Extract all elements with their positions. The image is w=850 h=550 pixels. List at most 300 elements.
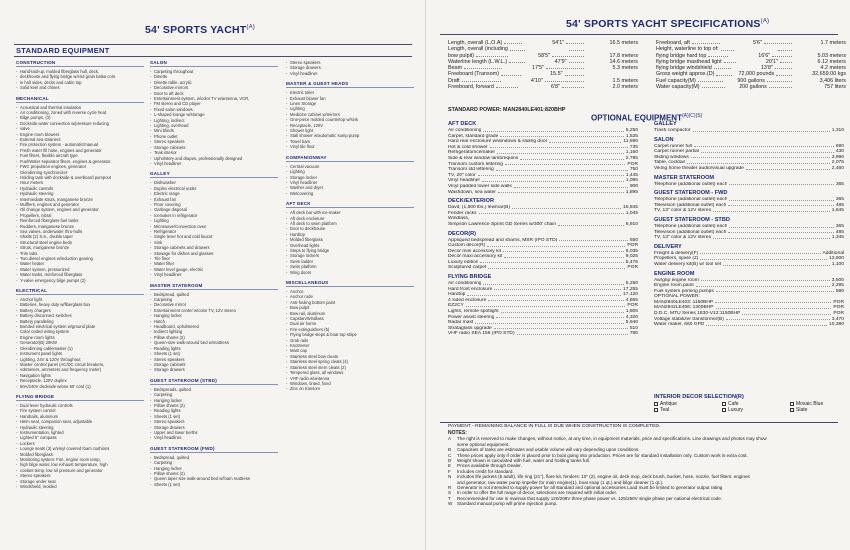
equipment-block bbox=[286, 201, 414, 275]
leader-dots bbox=[698, 78, 723, 82]
option-price: 16,845 bbox=[623, 205, 638, 211]
spec-label: Waterline length (L.W.L.) bbox=[448, 58, 508, 65]
option-label: 4 sided enclosure bbox=[448, 297, 487, 303]
option-label: Water maker, 660 GPD bbox=[654, 322, 705, 328]
equipment-item: - Glendinning cablemaster (1) bbox=[16, 346, 144, 351]
leader-dots bbox=[496, 84, 518, 88]
leader-dots bbox=[514, 184, 628, 188]
leader-dots bbox=[475, 320, 623, 324]
equipment-item: - Hour meters bbox=[16, 180, 144, 185]
option-label: Carpet, standard grade bbox=[448, 133, 499, 139]
leader-dots bbox=[706, 322, 827, 326]
equipment-item: - Medicine cabinet w/mirrors bbox=[286, 112, 414, 117]
equipment-item: - Lighting, overhead bbox=[150, 123, 278, 128]
option-price: 1,805 bbox=[625, 309, 638, 315]
leader-dots bbox=[726, 317, 830, 321]
spec-imperial: 4'10" bbox=[530, 77, 543, 84]
option-price: POR bbox=[833, 299, 844, 305]
option-price: 5,475 bbox=[625, 259, 638, 265]
spec-imperial: 200 gallons bbox=[739, 84, 767, 91]
decor-option-label: Mosaic Blue bbox=[796, 401, 824, 407]
equipment-item: - Anti-fouling bottom paint bbox=[286, 300, 414, 305]
equipment-item: - Vinyl headliner bbox=[150, 435, 278, 440]
equipment-item: - deckhouse and flying bridge w/end grain balsa core bbox=[16, 74, 144, 79]
equipment-item: - Battery chargers bbox=[16, 308, 144, 313]
equipment-item: - Icemaker in refrigerator bbox=[150, 213, 278, 218]
equipment-item: - Phone outlet bbox=[150, 134, 278, 139]
option-price: POR bbox=[833, 311, 844, 317]
equipment-block bbox=[16, 96, 144, 283]
option-category: MASTER STATEROOM bbox=[654, 174, 715, 181]
equipment-item: - Storage locker bbox=[286, 175, 414, 180]
equipment-item: - Grab rails bbox=[286, 338, 414, 343]
option-row bbox=[654, 262, 844, 268]
note-text: Includes credit for standard. bbox=[457, 468, 514, 474]
equipment-item: - Generator(B) 20KW bbox=[16, 340, 144, 345]
checkbox-icon bbox=[654, 408, 658, 412]
equipment-item: - Receptacle, 120V bbox=[286, 123, 414, 128]
equipment-item: - Hydraulic steering bbox=[16, 191, 144, 196]
equipment-item: - FM stereo and CD player bbox=[150, 101, 278, 106]
spec-imperial: 13'8" bbox=[760, 65, 773, 72]
equipment-item: - valve bbox=[16, 126, 144, 131]
equipment-item: - Dual lever hydraulic controls bbox=[16, 403, 144, 408]
decor-option[interactable] bbox=[722, 407, 784, 413]
equipment-item: - Helm seat, companion seat, adjustable bbox=[16, 419, 144, 424]
equipment-item: - Headboard, upholstered bbox=[150, 324, 278, 329]
leader-dots bbox=[476, 53, 508, 57]
equipment-category: GALLEY bbox=[150, 171, 278, 178]
leader-dots bbox=[687, 160, 830, 164]
spec-label: Fuel capacity(M) bbox=[656, 77, 696, 84]
equipment-item: - Storage cabinets bbox=[150, 145, 278, 150]
option-price: 2,785 bbox=[625, 155, 638, 161]
option-label: OPTIONAL POWER: bbox=[654, 294, 700, 300]
equipment-item: - Door to aft deck bbox=[150, 91, 278, 96]
equipment-item: - Swim ladder bbox=[286, 259, 414, 264]
option-label: Hard front enclosure bbox=[448, 286, 493, 292]
equipment-item: - Bonded electrical system w/ground plate bbox=[16, 324, 144, 329]
option-label: TV, 13" color & 12V stereo bbox=[654, 208, 712, 214]
section-title: STANDARD EQUIPMENT bbox=[16, 46, 110, 55]
equipment-item: - Anchor rode bbox=[286, 294, 414, 299]
leader-dots bbox=[520, 156, 624, 160]
spec-metric: 1.7 meters bbox=[820, 40, 846, 46]
option-price: 5,250 bbox=[625, 281, 638, 287]
spec-label: flying bridge masthead light bbox=[656, 58, 722, 65]
equipment-item: - Water filter bbox=[150, 261, 278, 266]
leader-dots bbox=[693, 128, 830, 132]
option-price: POR bbox=[627, 161, 638, 167]
decor-option-label: Antique bbox=[660, 401, 677, 407]
divider bbox=[440, 422, 838, 423]
leader-dots bbox=[517, 331, 628, 335]
equipment-item: - Storage under seat bbox=[16, 479, 144, 484]
equipment-item: - Wetcovering bbox=[286, 191, 414, 196]
option-label: TV, 20" color bbox=[448, 172, 476, 178]
equipment-item: - Storage cabinets and drawers bbox=[150, 245, 278, 250]
option-price: 13,500 bbox=[829, 256, 844, 262]
equipment-item: - Anchor light bbox=[16, 297, 144, 302]
equipment-block bbox=[286, 280, 414, 392]
option-price: 485 bbox=[835, 202, 844, 208]
option-label: Carpet runner partial bbox=[654, 149, 699, 155]
option-label: Freight & delivery(F) bbox=[654, 250, 699, 256]
equipment-item: - Shafts (2) S.S., double taper bbox=[16, 234, 144, 239]
equipment-block bbox=[150, 446, 278, 487]
option-price: 1,645 bbox=[831, 208, 844, 214]
leader-dots bbox=[494, 326, 628, 330]
checkbox-icon bbox=[722, 402, 726, 406]
divider bbox=[440, 34, 838, 35]
equipment-item: - Structural steel engine beds bbox=[16, 240, 144, 245]
option-label: Refrigerator/icemaker bbox=[448, 150, 496, 156]
leader-dots bbox=[494, 287, 621, 291]
equipment-category: MASTER & GUEST HEADS bbox=[286, 81, 414, 88]
equipment-item: - Fuel/Water separator filters, engines & generator bbox=[16, 159, 144, 164]
leader-dots bbox=[696, 283, 830, 287]
equipment-item: - Intermediate struts, manganese bronze bbox=[16, 197, 144, 202]
option-row bbox=[654, 208, 844, 214]
option-label: Air conditioning bbox=[448, 281, 482, 287]
option-price: 1,160 bbox=[625, 150, 638, 156]
equipment-item: - Carpeting bbox=[150, 460, 278, 465]
option-price: 365 bbox=[835, 197, 844, 203]
equipment-item: - Floor covering bbox=[150, 202, 278, 207]
equipment-item: - Mast cap bbox=[286, 348, 414, 353]
equipment-item: - Central vacuum bbox=[286, 164, 414, 169]
spec-row bbox=[448, 84, 638, 90]
equipment-item: - Fresh water fill hose, engines and generator bbox=[16, 148, 144, 153]
option-label: MAN2842LE406: 1300BHP bbox=[654, 305, 714, 311]
leader-dots bbox=[545, 78, 584, 82]
option-price: 750 bbox=[629, 167, 638, 173]
option-price: 1,095 bbox=[625, 178, 638, 184]
spec-metric: 5.3 meters bbox=[612, 65, 638, 72]
equipment-item: - high bilge water, low exhaust temperature, high bbox=[16, 462, 144, 467]
option-label: Appliqued bedspread and shams, MSR (IPO STD) bbox=[448, 237, 558, 243]
leader-dots bbox=[546, 65, 584, 69]
equipment-item: - Storage cabinets bbox=[150, 362, 278, 367]
leader-dots bbox=[497, 150, 624, 154]
option-price: 5,940 bbox=[625, 320, 638, 326]
equipment-item: - Decorative mirror bbox=[150, 302, 278, 307]
equipment-item: - Engine room lights bbox=[16, 335, 144, 340]
equipment-block bbox=[150, 60, 278, 166]
equipment-item: - Y-valve emergency bilge pumps (2) bbox=[16, 278, 144, 283]
leader-dots bbox=[462, 78, 501, 82]
optional-equipment-title: OPTIONAL $EQUIPMENT^{(A)(C)(S)}$ bbox=[591, 113, 703, 123]
leader-dots bbox=[691, 155, 830, 159]
equipment-item: - Water heater bbox=[16, 261, 144, 266]
equipment-item: - Indirect lighting bbox=[150, 329, 278, 334]
equipment-item: - Hanging locker bbox=[150, 466, 278, 471]
equipment-item: - Dual air horns bbox=[286, 321, 414, 326]
note-text: Recommended for use in marinas that supply 120/208V three phase power vs. 125/250V single phase per national electrical code. bbox=[457, 495, 723, 501]
equipment-item: - Bedspreads, quilted bbox=[150, 387, 278, 392]
equipment-item: - Tile floor bbox=[150, 256, 278, 261]
equipment-block bbox=[150, 171, 278, 277]
equipment-item: - Microwave/Convection oven bbox=[150, 224, 278, 229]
equipment-item: - Electric toilet bbox=[286, 90, 414, 95]
equipment-item: - Reinforced fiberglass fuel tanks bbox=[16, 218, 144, 223]
specs-table-left bbox=[448, 40, 638, 90]
equipment-category: MECHANICAL bbox=[16, 96, 144, 103]
equipment-category: ELECTRICAL bbox=[16, 288, 144, 295]
option-row bbox=[448, 331, 638, 337]
leader-dots bbox=[505, 162, 625, 166]
equipment-item: - Dishwasher bbox=[150, 180, 278, 185]
option-price: 6,910 bbox=[625, 221, 638, 227]
spec-metric: 6.12 meters bbox=[817, 58, 846, 65]
equipment-item: - Refrigerator bbox=[150, 229, 278, 234]
option-label: Hot & cold shower bbox=[448, 144, 488, 150]
optional-column-right bbox=[654, 118, 844, 328]
leader-dots bbox=[558, 222, 624, 226]
equipment-item: - Glendinning synchronizer bbox=[16, 170, 144, 175]
equipment-item: - L-shaped lounge w/storage bbox=[150, 112, 278, 117]
equipment-item: - External sea strainers bbox=[16, 137, 144, 142]
option-label: Air conditioning bbox=[448, 128, 482, 133]
equipment-item: - Vinyl headliner bbox=[150, 161, 278, 166]
equipment-item: - Reading lights bbox=[150, 346, 278, 351]
equipment-item: - Fuel filters, flexible aircraft type bbox=[16, 153, 144, 158]
equipment-item: - Dockside water connection w/pressure reducing bbox=[16, 121, 144, 126]
equipment-item: - Windshield, molded bbox=[16, 484, 144, 489]
option-price: 10,380 bbox=[829, 322, 844, 328]
option-row bbox=[654, 322, 844, 328]
option-price: 365 bbox=[835, 223, 844, 229]
checkbox-icon bbox=[790, 408, 794, 412]
equipment-item: - One-piece molded countertop w/sink bbox=[286, 117, 414, 122]
equipment-item: - Master control panel (AC/DC circuit breakers, bbox=[16, 362, 144, 367]
equipment-item: - Lockers bbox=[16, 441, 144, 446]
option-category: ENGINE ROOM bbox=[654, 270, 695, 277]
equipment-category: CONSTRUCTION bbox=[16, 60, 144, 67]
option-label: VHF radio SEA 156 (IPO STD) bbox=[448, 331, 515, 337]
leader-dots bbox=[742, 311, 831, 315]
leader-dots bbox=[702, 84, 725, 88]
leader-dots bbox=[769, 84, 792, 88]
option-row bbox=[448, 265, 638, 271]
decor-option-label: Luxury bbox=[728, 407, 744, 413]
note-key: B bbox=[448, 447, 452, 453]
option-label: Sculptured carpet bbox=[448, 265, 487, 271]
equipment-item: - VHF radio w/antenna bbox=[286, 376, 414, 381]
equipment-block bbox=[16, 288, 144, 389]
option-price: 900 bbox=[629, 183, 638, 189]
equipment-block bbox=[150, 283, 278, 373]
equipment-item: - FWC propulsion engines, generator bbox=[16, 164, 144, 169]
equipment-item: - Exhaust fan bbox=[150, 197, 278, 202]
equipment-item: - voltmeters, ammeters and frequency meter) bbox=[16, 367, 144, 372]
equipment-item: - Mufflers, engines and generator bbox=[16, 202, 144, 207]
option-category: GALLEY bbox=[654, 121, 677, 127]
option-price: 3,470 bbox=[831, 316, 844, 322]
equipment-item: - Steps to flying bridge bbox=[286, 248, 414, 253]
leader-dots bbox=[512, 205, 621, 209]
equipment-item: - Decorative mirrors bbox=[150, 85, 278, 90]
option-price: 9,025 bbox=[625, 254, 638, 260]
leader-dots bbox=[498, 190, 624, 194]
leader-dots bbox=[694, 144, 834, 148]
equipment-item: - Stereo speakers bbox=[150, 139, 278, 144]
leader-dots bbox=[716, 305, 832, 309]
option-label: EZ2CY bbox=[448, 303, 464, 309]
specs-table-right bbox=[656, 40, 846, 90]
spec-label: Height, waterline to top of: bbox=[656, 46, 719, 53]
option-label: Carpet runner full bbox=[654, 143, 692, 149]
equipment-item: - Molded fiberglass bbox=[286, 237, 414, 242]
option-row bbox=[654, 235, 844, 241]
equipment-item: - Instrumentation, lighted bbox=[16, 430, 144, 435]
decor-option-label: Cafe bbox=[728, 401, 739, 407]
leader-dots bbox=[780, 59, 792, 63]
option-category: SALON bbox=[654, 136, 674, 143]
option-label: Sliding windows bbox=[654, 154, 689, 160]
leader-dots bbox=[775, 65, 792, 69]
leader-dots bbox=[776, 71, 792, 75]
leader-dots bbox=[501, 71, 520, 75]
optional-column-left bbox=[448, 118, 638, 337]
equipment-item: - Queen taper size walk-around bed w/foam mattress bbox=[150, 476, 278, 481]
leader-dots bbox=[488, 265, 625, 269]
leader-dots bbox=[496, 167, 628, 171]
spec-label: Freeboard, aft bbox=[656, 40, 690, 46]
option-price: 550 bbox=[629, 237, 638, 243]
equipment-block bbox=[286, 60, 414, 76]
option-label: Table, cocktail bbox=[654, 160, 685, 166]
equipment-item: - Bilge pumps, (3) bbox=[16, 115, 144, 120]
equipment-item: - Engine room blowers bbox=[16, 132, 144, 137]
equipment-item: - Aft deck bar with ice-maker bbox=[286, 210, 414, 215]
spec-metric: 32,659.00 kgs bbox=[812, 71, 847, 78]
equipment-item: - Sheets (1 set) bbox=[150, 351, 278, 356]
option-label: Engine room paint bbox=[654, 283, 694, 289]
leader-dots bbox=[728, 230, 834, 234]
equipment-item: - Hatch bbox=[150, 319, 278, 324]
checkbox-icon bbox=[654, 402, 658, 406]
equipment-item: - Lighted 5" compass bbox=[16, 435, 144, 440]
equipment-item: - Electric range bbox=[150, 191, 278, 196]
option-price: POR bbox=[627, 265, 638, 271]
spec-imperial: 20'1" bbox=[765, 58, 778, 65]
equipment-item: - Monitoring system: Fire, engine room temp, bbox=[16, 457, 144, 462]
decor-option[interactable] bbox=[654, 407, 716, 413]
option-price: 365 bbox=[835, 181, 844, 187]
option-row bbox=[448, 222, 638, 228]
equipment-item: - Bow rail, aluminum bbox=[286, 311, 414, 316]
note-key: W bbox=[448, 501, 453, 507]
spec-label: Length, overall (including bbox=[448, 46, 508, 53]
equipment-item: - Entertainment system, w/color TV w/antenna, VCR, bbox=[150, 96, 278, 101]
equipment-item: - Queen-size walk-around bed w/mattress bbox=[150, 340, 278, 345]
leader-dots bbox=[569, 46, 584, 50]
spec-label: bow pulpit) bbox=[448, 52, 475, 59]
equipment-item: - Swim platform bbox=[286, 264, 414, 269]
equipment-item: - Storage drawers bbox=[150, 425, 278, 430]
option-label: Telephone (additional outlet) each bbox=[654, 197, 728, 203]
spec-imperial: 900 gallons bbox=[737, 77, 765, 84]
equipment-column-3 bbox=[286, 60, 414, 397]
equipment-item: - Knotmeter bbox=[286, 343, 414, 348]
option-label: Side & rear window lambrequins bbox=[448, 155, 519, 161]
divider bbox=[14, 44, 412, 45]
option-label: Vinyl headliner bbox=[448, 178, 480, 184]
equipment-category: FLYING BRIDGE bbox=[16, 394, 144, 401]
spec-metric: 17.8 meters bbox=[609, 52, 639, 59]
leader-dots bbox=[566, 40, 584, 44]
leader-dots bbox=[482, 178, 624, 182]
leader-dots bbox=[467, 292, 621, 296]
equipment-item: - Sheets (1 set) bbox=[150, 414, 278, 419]
equipment-item: - Stowage for dishes and glasses bbox=[150, 251, 278, 256]
option-label: Washdown, sea water bbox=[448, 189, 496, 195]
equipment-item: - Receptacle, 120V duplex bbox=[16, 378, 144, 383]
equipment-item: - Battery paralleling bbox=[16, 319, 144, 324]
leader-dots bbox=[504, 40, 522, 44]
equipment-item: - Pillow shams (2) bbox=[150, 471, 278, 476]
equipment-block bbox=[150, 378, 278, 441]
equipment-block bbox=[16, 60, 144, 91]
equipment-item: - Solid keel and chines bbox=[16, 85, 144, 90]
option-price: 510 bbox=[629, 325, 638, 331]
option-price: 5,250 bbox=[625, 128, 638, 133]
option-label: Luxury edition bbox=[448, 259, 479, 265]
leader-dots bbox=[716, 289, 834, 293]
equipment-item: - Storage drawers bbox=[150, 367, 278, 372]
option-price: 3,990 bbox=[831, 154, 844, 160]
notes-title: NOTES: bbox=[448, 430, 467, 436]
decor-option[interactable] bbox=[790, 407, 840, 413]
leader-dots bbox=[746, 166, 830, 170]
equipment-item: - Upholstery and drapes, professionally designed bbox=[150, 156, 278, 161]
equipment-item: - Holding tank with dockside & overboard pumpout bbox=[16, 175, 144, 180]
leader-dots bbox=[714, 65, 731, 69]
leader-dots bbox=[552, 53, 584, 57]
leader-dots bbox=[500, 134, 623, 138]
spec-metric: 757 liters bbox=[824, 84, 846, 91]
leader-dots bbox=[723, 262, 830, 266]
leader-dots bbox=[764, 40, 792, 44]
equipment-item: - Anchor bbox=[286, 289, 414, 294]
equipment-item: - Lighting, 24V & 120V throughout bbox=[16, 357, 144, 362]
option-label: Transom custom lettering bbox=[448, 161, 503, 167]
leader-dots bbox=[509, 59, 524, 63]
option-label: Hardtop bbox=[448, 292, 466, 298]
spec-metric: 5.03 meters bbox=[817, 52, 847, 59]
spec-label: Gross weight approx.(D) bbox=[656, 71, 715, 78]
note-text: These prices apply only if order is placed prior to boat going into production. Prices are for standard installation only. Custom work is extra cost. bbox=[457, 452, 748, 458]
equipment-item: - Propellers, nibral bbox=[16, 213, 144, 218]
equipment-item: - Hardtop bbox=[286, 232, 414, 237]
option-label: Telephone (additional outlet) each bbox=[654, 181, 728, 187]
option-label: MAN2840LE403: 1150BHP bbox=[654, 299, 714, 305]
option-label: Windlass, bbox=[448, 216, 470, 222]
leader-dots bbox=[729, 197, 833, 201]
equipment-item: - Windows, tinted, fixed bbox=[286, 381, 414, 386]
equipment-item: - Pillow shams (2) bbox=[150, 403, 278, 408]
option-category: FLYING BRIDGE bbox=[448, 274, 492, 281]
leader-dots bbox=[721, 46, 735, 50]
option-row bbox=[654, 166, 844, 172]
equipment-item: - Two diesel engines w/induction gearing bbox=[16, 256, 144, 261]
decor-option-label: Teal bbox=[660, 407, 670, 413]
leader-dots bbox=[729, 182, 833, 186]
spec-label: Draft bbox=[448, 77, 460, 84]
leader-dots bbox=[479, 211, 624, 215]
option-label: Television (additional outlet) each bbox=[654, 202, 727, 208]
